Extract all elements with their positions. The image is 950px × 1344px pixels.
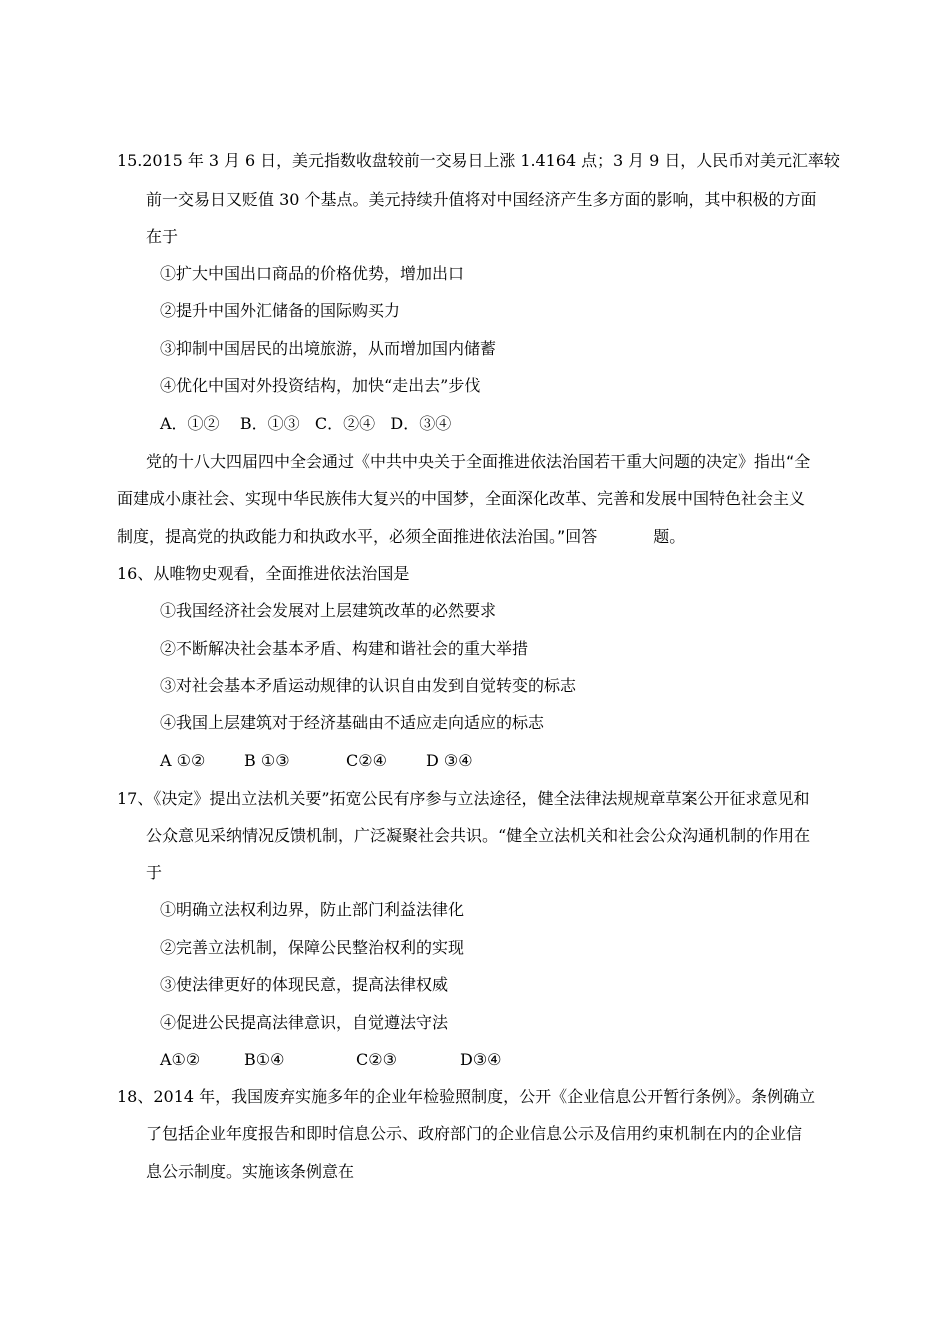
q15-option-1: ①扩大中国出口商品的价格优势，增加出口 xyxy=(160,264,465,283)
q17-answer-d: D③④ xyxy=(460,1050,502,1069)
q16-stem: 16、从唯物史观看，全面推进依法治国是 xyxy=(117,564,410,583)
q17-option-4: ④促进公民提高法律意识，自觉遵法守法 xyxy=(160,1013,449,1032)
q16-option-2: ②不断解决社会基本矛盾、构建和谐社会的重大举措 xyxy=(160,639,529,658)
q17-answer-b: B①④ xyxy=(244,1050,285,1069)
q16-option-4: ④我国上层建筑对于经济基础由不适应走向适应的标志 xyxy=(160,713,545,732)
passage-line-2: 面建成小康社会、实现中华民族伟大复兴的中国梦，全面深化改革、完善和发展中国特色社会主义 xyxy=(117,489,806,508)
q17-stem-line-3: 于 xyxy=(146,863,163,882)
q18-stem-line-1: 18、2014 年，我国废弃实施多年的企业年检验照制度，公开《企业信息公开暂行条例》。条例确立 xyxy=(117,1087,816,1106)
q17-option-2: ②完善立法机制，保障公民整治权利的实现 xyxy=(160,938,465,957)
q15-stem-line-2: 前一交易日又贬值 30 个基点。美元持续升值将对中国经济产生多方面的影响，其中积极的方面 xyxy=(146,190,817,209)
q18-stem-line-3: 息公示制度。实施该条例意在 xyxy=(146,1162,355,1181)
q15-option-3: ③抑制中国居民的出境旅游，从而增加国内储蓄 xyxy=(160,339,497,358)
q15-option-2: ②提升中国外汇储备的国际购买力 xyxy=(160,301,401,320)
q16-answer-c: C②④ xyxy=(346,751,387,770)
q18-stem-line-2: 了包括企业年度报告和即时信息公示、政府部门的企业信息公示及信用约束机制在内的企业信 xyxy=(146,1124,803,1143)
q16-answer-b: B ①③ xyxy=(244,751,290,770)
q17-option-3: ③使法律更好的体现民意，提高法律权威 xyxy=(160,975,449,994)
q16-option-3: ③对社会基本矛盾运动规律的认识自由发到自觉转变的标志 xyxy=(160,676,577,695)
q16-answer-a: A ①② xyxy=(160,751,206,770)
q17-stem-line-2: 公众意见采纳情况反馈机制，广泛凝聚社会共识。“健全立法机关和社会公众沟通机制的作用在 xyxy=(146,826,811,845)
q15-answer-choices: A．①② B．①③ C．②④ D．③④ xyxy=(160,414,452,433)
q15-stem-line-3: 在于 xyxy=(146,227,179,246)
q16-option-1: ①我国经济社会发展对上层建筑改革的必然要求 xyxy=(160,601,497,620)
q16-answer-d: D ③④ xyxy=(426,751,473,770)
q17-answer-a: A①② xyxy=(160,1050,201,1069)
q17-answer-c: C②③ xyxy=(356,1050,397,1069)
passage-line-1: 党的十八大四届四中全会通过《中共中央关于全面推进依法治国若干重大问题的决定》指出“全 xyxy=(146,452,811,471)
q17-option-1: ①明确立法权利边界，防止部门利益法律化 xyxy=(160,900,465,919)
q15-stem-line-1: 15.2015 年 3 月 6 日，美元指数收盘较前一交易日上涨 1.4164 点；3 月 9 日，人民币对美元汇率较 xyxy=(117,151,840,170)
passage-line-3: 制度，提高党的执政能力和执政水平，必须全面推进依法治国。”回答 题。 xyxy=(117,527,686,546)
q17-stem-line-1: 17、《决定》提出立法机关要”拓宽公民有序参与立法途径，健全法律法规规章草案公开征求意见和 xyxy=(117,789,810,808)
q15-option-4: ④优化中国对外投资结构，加快“走出去”步伐 xyxy=(160,376,481,395)
